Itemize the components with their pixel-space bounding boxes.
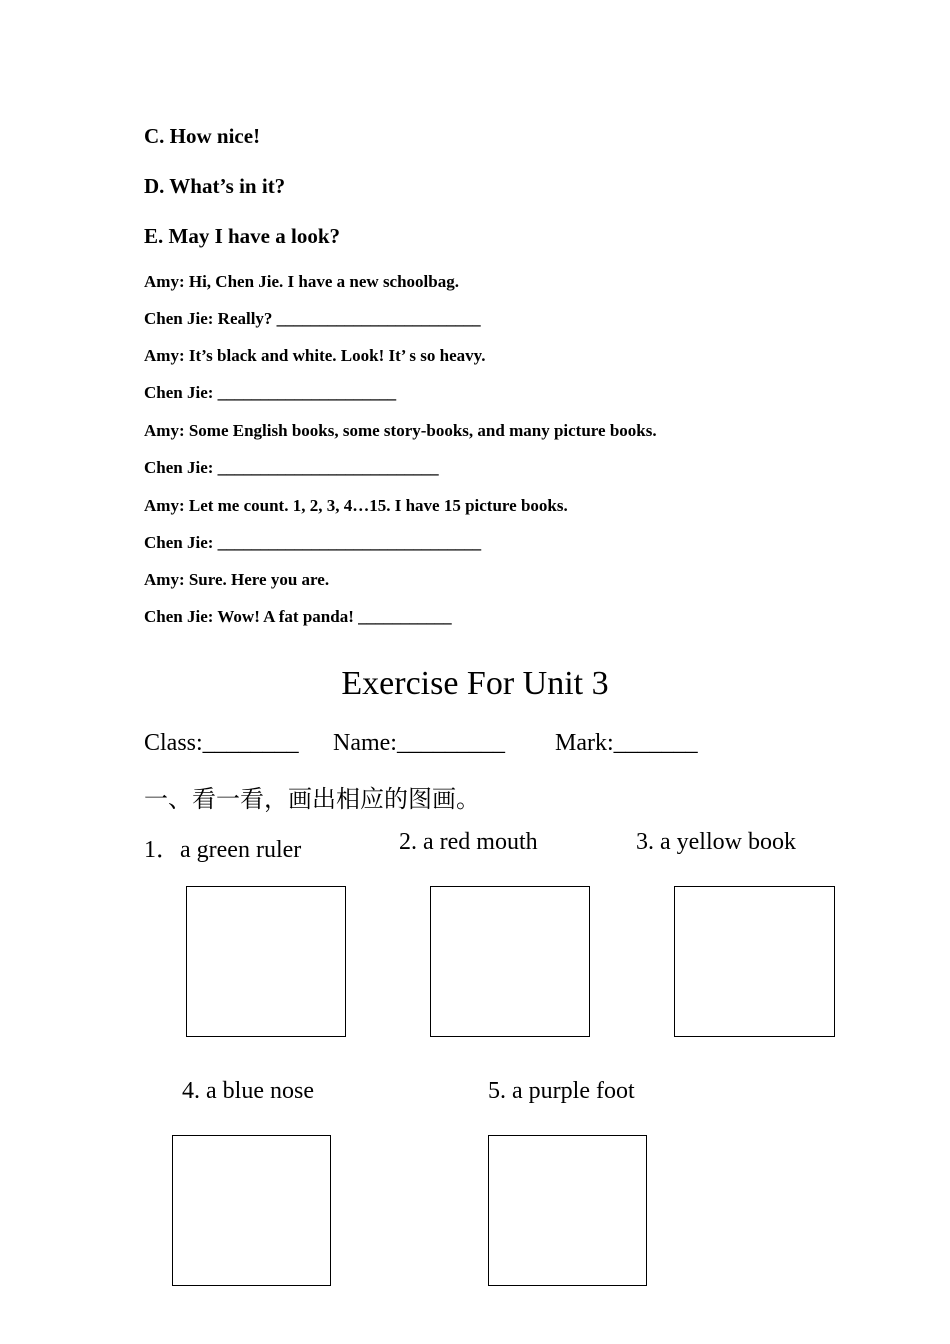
item-label-5: 5. a purple foot (488, 1078, 635, 1104)
dialogue-line: Amy: Let me count. 1, 2, 3, 4…15. I have 15 picture books. (144, 496, 568, 515)
drawing-box-4 (172, 1135, 331, 1286)
item-label-3: 3. a yellow book (636, 829, 796, 855)
drawing-box-1 (186, 886, 346, 1037)
drawing-box-2 (430, 886, 590, 1037)
instruction-text: 一、看一看，画出相应的图画。 (144, 785, 480, 813)
name-field-label: Name:_________ (333, 730, 505, 756)
exercise-title: Exercise For Unit 3 (341, 665, 609, 702)
option-c: C. How nice! (144, 124, 261, 148)
dialogue-line: Amy: Some English books, some story-books, and many picture books. (144, 421, 657, 440)
item-label-1: 1．a green ruler (144, 837, 302, 863)
dialogue-line: Chen Jie: Wow! A fat panda! ___________ (144, 607, 452, 626)
dialogue-line: Chen Jie: _______________________________ (144, 533, 482, 552)
dialogue-line: Chen Jie: _____________________ (144, 383, 397, 402)
dialogue-line: Chen Jie: __________________________ (144, 458, 439, 477)
option-d: D. What’s in it? (144, 174, 286, 198)
dialogue-line: Chen Jie: Really? ________________________ (144, 309, 481, 328)
item-label-4: 4. a blue nose (182, 1078, 314, 1104)
mark-field-label: Mark:_______ (555, 730, 698, 756)
drawing-box-3 (674, 886, 835, 1037)
drawing-box-5 (488, 1135, 647, 1286)
dialogue-line: Amy: Sure. Here you are. (144, 570, 330, 589)
dialogue-line: Amy: It’s black and white. Look! It’ s so heavy. (144, 346, 486, 365)
dialogue-line: Amy: Hi, Chen Jie. I have a new schoolbag. (144, 272, 459, 291)
option-e: E. May I have a look? (144, 224, 341, 248)
item-label-2: 2. a red mouth (399, 829, 538, 855)
class-field-label: Class:________ (144, 730, 299, 756)
